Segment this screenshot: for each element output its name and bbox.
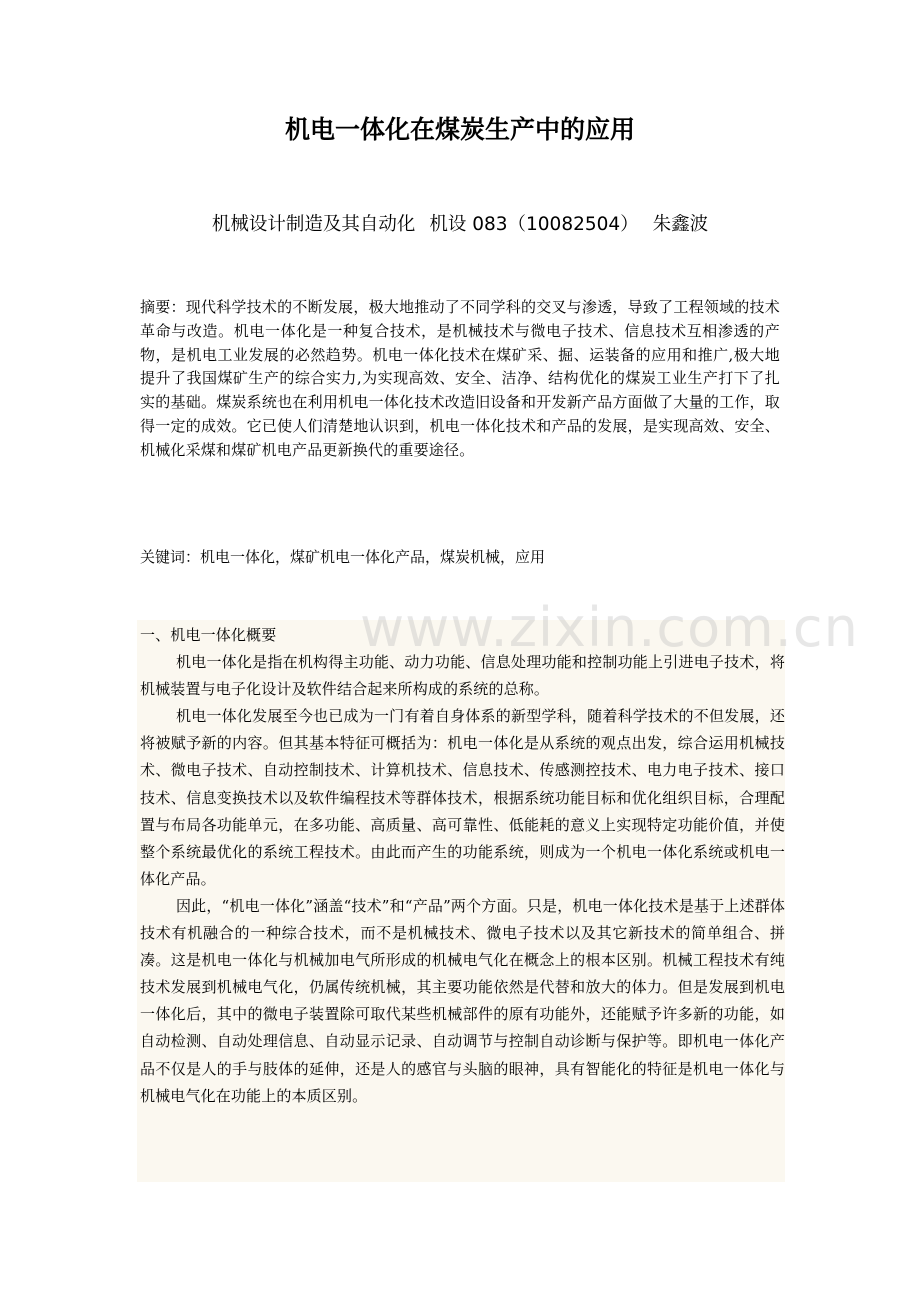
keywords-label: 关键词： [140,548,201,566]
keywords [140,544,780,570]
abstract [140,296,780,463]
section-paragraph-2: 机电一体化发展至今也已成为一门有着自身体系的新型学科，随着科学技术的不但发展，还将被赋予新的内容。但其基本特征可概括为：机电一体化是从系统的观点出发，综合运用机械技术、微电子技术、自动控制技术、计算机技术、信息技术、传感测控技术、电力电子技术、接口技术、信息变换技术以及软件编程技术等群体技术，根据系统功能目标和优化组织目标，合理配置与布局各功能单元，在多功能、高质量、高可靠性、低能耗的意义上实现特定功能价值，并使整个系统最优化的系统工程技术。由此而产生的功能系统，则成为一个机电一体化系统或机电一体化产品。 [140,707,785,888]
watermark: www.zixin.com.cn [360,596,859,659]
section-paragraph-3: 因此，“机电一体化”涵盖“技术”和“产品”两个方面。只是，机电一体化技术是基于上述群体技术有机融合的一种综合技术，而不是机械技术、微电子技术以及其它新技术的简单组合、拼凑。这是机电一体化与机械加电气所形成的机械电气化在概念上的根本区别。机械工程技术有纯技术发展到机械电气化，仍属传统机械，其主要功能依然是代替和放大的体力。但是发展到机电一体化后，其中的微电子装置除可取代某些机械部件的原有功能外，还能赋予许多新的功能，如自动检测、自动处理信息、自动显示记录、自动调节与控制自动诊断与保护等。即机电一体化产品不仅是人的手与肢体的延伸，还是人的感官与头脑的眼神，具有智能化的特征是机电一体化与机械电气化在功能上的本质区别。 [140,896,785,1105]
section-paragraph-1: 机电一体化是指在机构得主功能、动力功能、信息处理功能和控制功能上引进电子技术，将机械装置与电子化设计及软件结合起来所构成的系统的总称。 [140,653,785,699]
author-name: 朱鑫波 [652,214,709,235]
abstract-label: 摘要： [140,298,186,316]
author-major: 机械设计制造及其自动化 [211,214,416,235]
author-class-id: 机设 083（10082504） [429,214,639,235]
author-line [0,210,920,240]
section-heading: 一、机电一体化概要 [140,626,277,644]
section-overview [137,620,785,1182]
keywords-text: 机电一体化，煤矿机电一体化产品，煤炭机械，应用 [200,548,546,566]
abstract-text: 现代科学技术的不断发展，极大地推动了不同学科的交叉与渗透，导致了工程领域的技术革命与改造。机电一体化是一种复合技术，是机械技术与微电子技术、信息技术互相渗透的产物，是机电工业发展的必然趋势。机电一体化技术在煤矿采、掘、运装备的应用和推广,极大地提升了我国煤矿生产的综合实力,为实现高效、安全、洁净、结构优化的煤炭工业生产打下了扎实的基础。煤炭系统也在利用机电一体化技术改造旧设备和开发新产品方面做了大量的工作，取得一定的成效。它已使人们清楚地认识到，机电一体化技术和产品的发展，是实现高效、安全、机械化采煤和煤矿机电产品更新换代的重要途径。 [140,298,780,459]
document-title: 机电一体化在煤炭生产中的应用 [284,115,635,144]
